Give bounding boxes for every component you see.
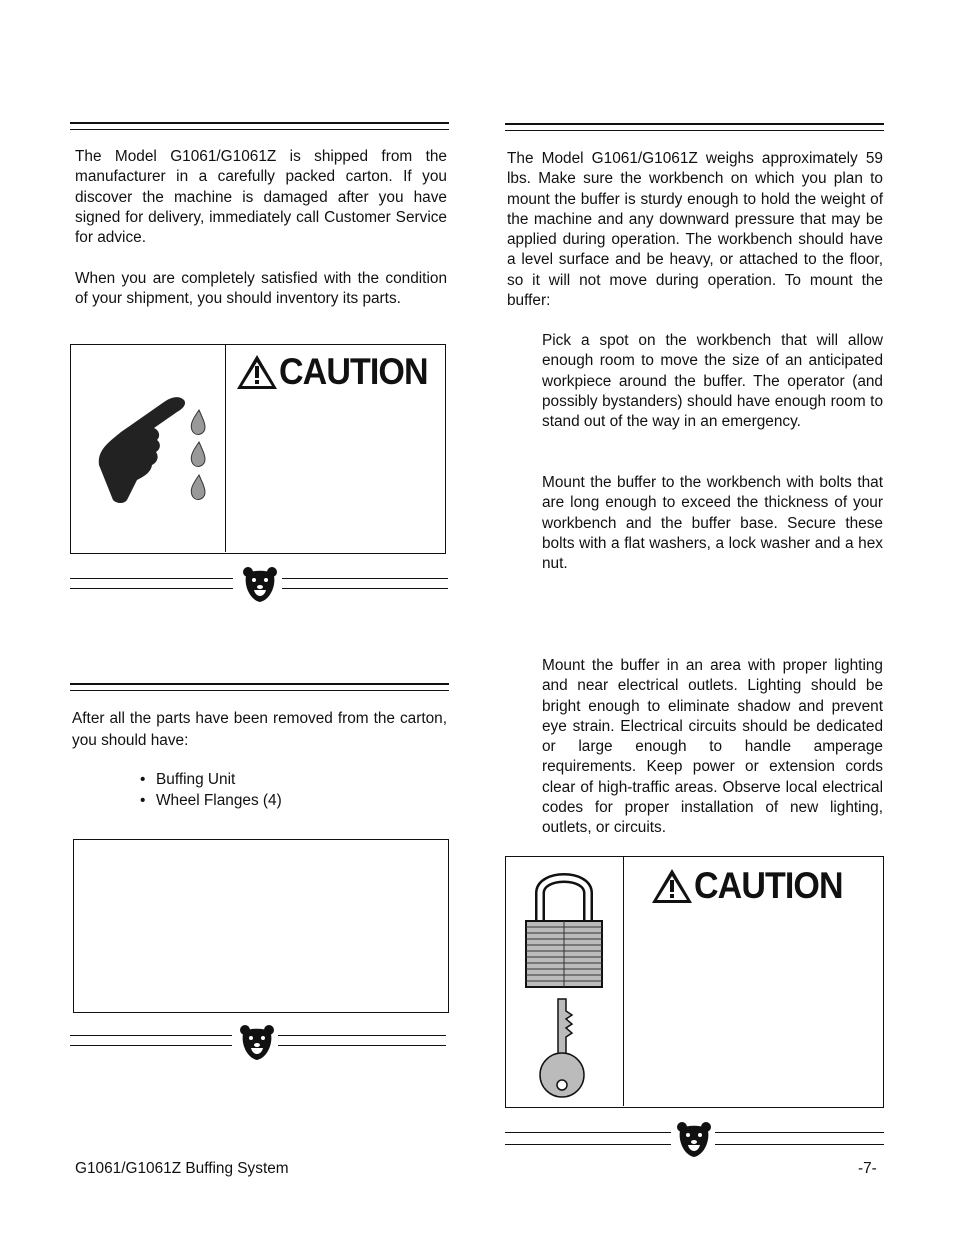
placement-paragraph: Mount the buffer in an area with proper lighting and near electrical outlets. Lighting should be bright enough to eliminate shadow and prevent eye strain. Electrical circuits should be dedicated or large enough to handle amperage requirements. Keep power or extension cords clear of high-traffic areas. Observe local electrical codes for proper installation of new lighting, outlets, or circuits. xyxy=(542,657,883,837)
caution-box-lockout xyxy=(505,856,884,1108)
footer-title: G1061/G1061Z Buffing System xyxy=(75,1160,289,1177)
section-rule-unpacking xyxy=(70,122,449,130)
key-icon xyxy=(536,997,592,1101)
bear-logo-icon xyxy=(239,1024,275,1062)
mounting-intro: The Model G1061/G1061Z weighs approximately 59 lbs. Make sure the workbench on which you plan to mount the buffer is sturdy enough to hold the weight of the machine and any downward pressure that may be applied during operation. The workbench should have a level surface and be heavy, or attached to the floor, so it will not move during operation. To mount the buffer: xyxy=(507,150,883,310)
mounting-step-1: Pick a spot on the workbench that will allow enough room to move the size of an anticipated workpiece around the buffer. The operator (and possibly bystanders) should have enough room to stand out of the way in an emergency. xyxy=(542,332,883,431)
unpacking-paragraph-2: When you are completely satisfied with the condition of your shipment, you should inventory its parts. xyxy=(75,270,447,308)
caution-box-divider xyxy=(225,345,226,552)
section-rule-mounting xyxy=(505,123,884,131)
caution-header xyxy=(650,865,856,907)
warning-triangle-icon xyxy=(650,867,694,905)
bear-divider xyxy=(505,1120,884,1154)
caution-box-damage xyxy=(70,344,446,554)
inventory-intro: After all the parts have been removed from the carton, you should have: xyxy=(72,710,447,749)
unpacking-paragraph-1: The Model G1061/G1061Z is shipped from the manufacturer in a carefully packed carton. If you discover the machine is damaged after you have signed for delivery, immediately call Customer Service for advice. xyxy=(75,148,447,247)
caution-box-divider xyxy=(623,857,624,1106)
caution-header xyxy=(235,351,441,393)
caution-label: CAUTION xyxy=(694,865,843,906)
caution-label: CAUTION xyxy=(279,351,428,392)
section-rule-inventory xyxy=(70,683,449,691)
mounting-step-2: Mount the buffer to the workbench with bolts that are long enough to exceed the thickness of your workbench and the buffer base. Secure these bolts with a flat washers, a lock washer and a hex nut. xyxy=(542,474,883,573)
hand-oil-drops-icon xyxy=(89,390,219,510)
bear-divider xyxy=(70,566,448,600)
page-number: -7- xyxy=(858,1160,877,1177)
padlock-icon xyxy=(518,863,610,993)
bear-logo-icon xyxy=(242,566,278,604)
notice-box xyxy=(73,839,449,1013)
bear-logo-icon xyxy=(676,1120,712,1160)
list-item: • Wheel Flanges (4) xyxy=(140,790,282,811)
inventory-list xyxy=(140,769,282,811)
warning-triangle-icon xyxy=(235,353,279,391)
bear-divider xyxy=(70,1024,446,1058)
list-item: • Buffing Unit xyxy=(140,769,282,790)
